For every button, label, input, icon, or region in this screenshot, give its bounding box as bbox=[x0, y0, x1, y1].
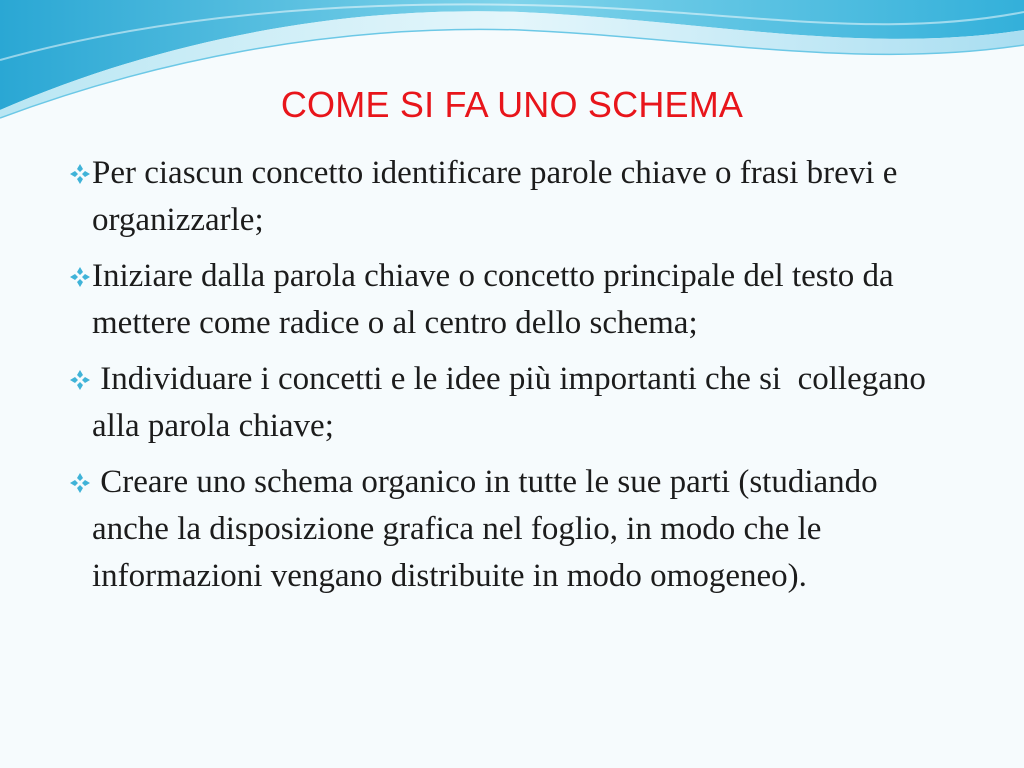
bullet-item bbox=[60, 459, 960, 600]
bullet-text: Creare uno schema organico in tutte le sue parti (studiando anche la disposizione grafica nel foglio, in modo che le informazioni vengano distribuite in modo omogeneo). bbox=[92, 464, 895, 594]
bullet-item bbox=[60, 253, 960, 347]
bullet-text: Per ciascun concetto identificare parole chiave o frasi brevi e organizzarle; bbox=[92, 155, 906, 238]
bullet-text: Iniziare dalla parola chiave o concetto principale del testo da mettere come radice o al centro dello schema; bbox=[92, 258, 902, 341]
bullet-list bbox=[60, 150, 960, 609]
diamond-four-petal-icon bbox=[68, 265, 92, 289]
diamond-four-petal-icon bbox=[68, 368, 92, 392]
slide-title: COME SI FA UNO SCHEMA bbox=[280, 84, 744, 125]
bullet-text: Individuare i concetti e le idee più importanti che si collegano alla parola chiave; bbox=[92, 361, 935, 444]
bullet-item bbox=[60, 150, 960, 244]
bullet-item bbox=[60, 356, 960, 450]
diamond-four-petal-icon bbox=[68, 162, 92, 186]
diamond-four-petal-icon bbox=[68, 471, 92, 495]
